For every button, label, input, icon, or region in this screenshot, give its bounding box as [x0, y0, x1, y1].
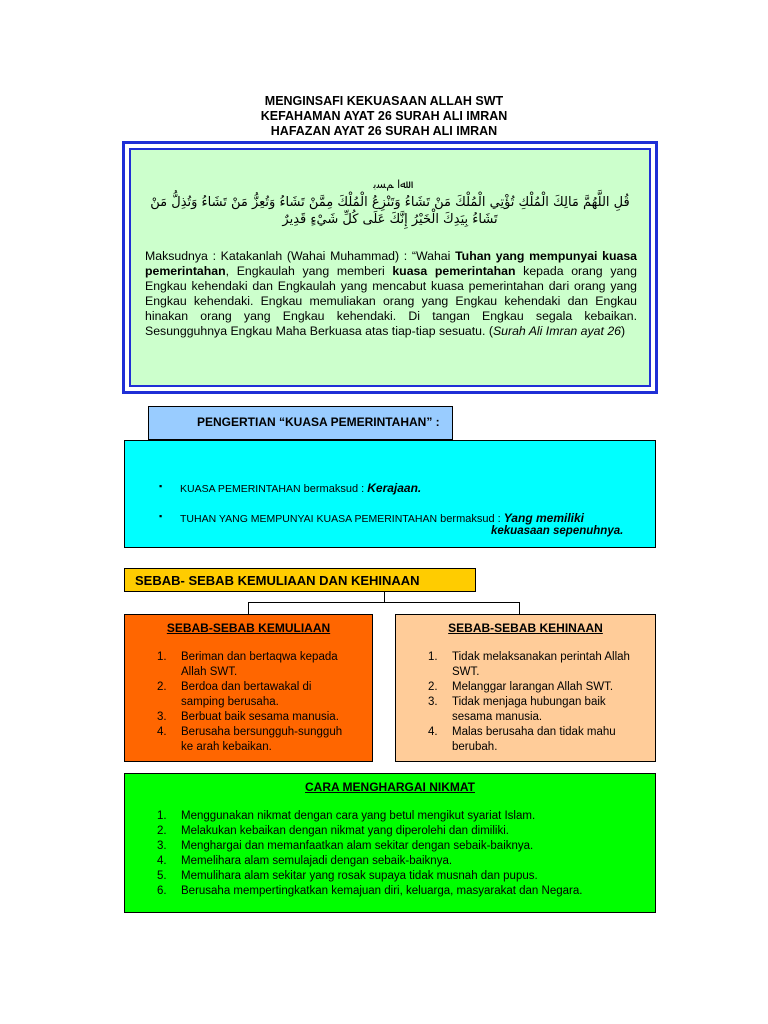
list-num: 1.: [428, 651, 438, 663]
list-num: 2.: [157, 825, 167, 837]
list-text: Berbuat baik sesama manusia.: [181, 711, 339, 723]
definition-value-1: Kerajaan.: [367, 481, 422, 495]
meaning-bold-1: Tuhan yang mempunyai kuasa pemerintahan: [145, 249, 638, 278]
list-num: 3.: [157, 711, 167, 723]
list-text: Tidak menjaga hubungan baik: [452, 696, 606, 708]
list-item: [428, 680, 653, 695]
title-line-3: HAFAZAN AYAT 26 SURAH ALI IMRAN: [270, 124, 498, 138]
list-text: Tidak melaksanakan perintah Allah: [452, 651, 630, 663]
list-text: samping berusaha.: [181, 696, 279, 708]
list-text: Menggunakan nikmat dengan cara yang betul mengikut syariat Islam.: [181, 810, 536, 822]
list-text: Berusaha bersungguh-sungguh: [181, 726, 343, 738]
meaning-mid-1: , Engkaulah yang memberi: [225, 264, 393, 278]
title-line-2: KEFAHAMAN AYAT 26 SURAH ALI IMRAN: [260, 109, 508, 123]
verse-box: [122, 141, 658, 394]
definition-value-2b: kekuasaan sepenuhnya.: [491, 525, 624, 537]
definition-term-2: TUHAN YANG MEMPUNYAI KUASA PEMERINTAHAN: [180, 513, 438, 525]
list-item: [157, 710, 367, 725]
definition-term-1: KUASA PEMERINTAHAN: [180, 483, 301, 495]
connector-horizontal: [248, 602, 520, 603]
list-text: Beriman dan bertaqwa kepada: [181, 651, 338, 663]
list-item: [157, 680, 367, 710]
nikmat-box: [124, 773, 656, 913]
list-text: Berusaha mempertingkatkan kemajuan diri, keluarga, masyarakat dan Negara.: [181, 885, 583, 897]
list-num: 1.: [157, 810, 167, 822]
list-num: 3.: [428, 696, 438, 708]
list-num: 4.: [157, 726, 167, 738]
list-item: [157, 725, 367, 755]
nikmat-heading: CARA MENGHARGAI NIKMAT: [305, 780, 475, 794]
list-num: 5.: [157, 870, 167, 882]
sebab-title: SEBAB- SEBAB KEMULIAAN DAN KEHINAAN: [124, 568, 476, 592]
list-text: Memelihara alam semulajadi dengan sebaik-baiknya.: [181, 855, 453, 867]
list-num: 2.: [157, 681, 167, 693]
list-item: [428, 650, 653, 680]
definition-tab: PENGERTIAN “KUASA PEMERINTAHAN” :: [148, 406, 453, 440]
verse-inner-panel: [129, 148, 651, 387]
list-text: Allah SWT.: [181, 666, 238, 678]
verse-bismillah: ﷲﺍ ﻢﺴﺑ: [373, 178, 407, 191]
list-item: [157, 854, 647, 869]
list-item: [157, 824, 647, 839]
list-item: [428, 695, 653, 725]
verse-meaning: [145, 249, 637, 339]
nikmat-list: [157, 809, 647, 899]
definition-mid-1: bermaksud :: [300, 483, 368, 495]
list-item: [157, 869, 647, 884]
page-title: [0, 94, 768, 139]
list-num: 1.: [157, 651, 167, 663]
list-item: [428, 725, 653, 755]
kehinaan-heading: SEBAB-SEBAB KEHINAAN: [448, 621, 603, 635]
definition-mid-2: bermaksud :: [437, 513, 504, 525]
list-text: Melanggar larangan Allah SWT.: [452, 681, 614, 693]
list-text: Malas berusaha dan tidak mahu: [452, 726, 616, 738]
list-num: 6.: [157, 885, 167, 897]
title-line-1: MENGINSAFI KEKUASAAN ALLAH SWT: [264, 94, 504, 108]
list-text: Menghargai dan memanfaatkan alam sekitar dengan sebaik-baiknya.: [181, 840, 534, 852]
definition-item-2-text: [180, 511, 584, 525]
verse-arabic-text: ﻗُﻞِ ﺍﻟﻠَّﻬُﻢَّ ﻣَﺎﻟِﻚَ ﺍﻟْﻤُﻠْﻚِ ﺗُﺆْﺗِﻲ ﺍﻟْﻤُﻠْﻚَ ﻣَﻦْ ﺗَﺸَﺎﺀُ ﻭَﺗَﻨْﺰِﻉُ ﺍﻟْﻤُﻠْﻚَ ﻣِﻤَّﻦْ ﺗَﺸَﺎﺀُ ﻭَﺗُﻌِﺰُّ ﻣَﻦْ ﺗَﺸَﺎﺀُ ﻭَﺗُﺬِﻝُّ ﻣَﻦْ ﺗَﺸَﺎﺀُ ﺑِﻴَﺪِﻙَ ﺍﻟْﺨَﻴْﺮُ ﺇِﻧَّﻚَ ﻋَﻠَﻰ ﻛُﻞِّ ﺷَﻲْﺀٍ ﻗَﺪِﻳﺮٌ: [150, 195, 630, 227]
list-item: [157, 884, 647, 899]
list-item: [157, 839, 647, 854]
connector-left: [248, 602, 249, 614]
kemuliaan-box: [124, 614, 373, 762]
list-num: 4.: [157, 855, 167, 867]
list-num: 4.: [428, 726, 438, 738]
connector-right: [519, 602, 520, 614]
meaning-close: ): [621, 324, 626, 338]
definition-value-2a: Yang memiliki: [503, 511, 584, 525]
list-num: 2.: [428, 681, 438, 693]
kemuliaan-list: [157, 650, 367, 755]
list-text: berubah.: [452, 741, 498, 753]
bullet-icon: ▪: [159, 481, 163, 491]
list-text: ke arah kebaikan.: [181, 741, 272, 753]
list-item: [157, 650, 367, 680]
kehinaan-list: [428, 650, 653, 755]
list-text: sesama manusia.: [452, 711, 543, 723]
list-text: Memulihara alam sekitar yang rosak supaya tidak musnah dan pupus.: [181, 870, 538, 882]
definition-box: [124, 440, 656, 548]
meaning-bold-2: kuasa pemerintahan: [392, 264, 516, 278]
kehinaan-box: [395, 614, 656, 762]
bullet-icon: ▪: [159, 511, 163, 521]
list-item: [157, 809, 647, 824]
list-num: 3.: [157, 840, 167, 852]
list-text: Berdoa dan bertawakal di: [181, 681, 312, 693]
kemuliaan-heading: SEBAB-SEBAB KEMULIAAN: [166, 621, 331, 635]
meaning-prefix: Maksudnya : Katakanlah (Wahai Muhammad) : “Wahai: [145, 249, 456, 263]
meaning-rest: kepada orang yang Engkau kehendaki dan Engkaulah yang mencabut kuasa pemerintahan dari orang yang Engkau kehendaki. Engkau memuliakan orang yang Engkau kehendaki dan Engkau hinakan orang yang Engkau kehendaki. Di tangan Engkau segala kebaikan. Sesungguhnya Engkau Maha Berkuasa atas tiap-tiap sesuatu. (: [145, 264, 637, 338]
list-text: SWT.: [452, 666, 480, 678]
meaning-reference: Surah Ali Imran ayat 26: [492, 324, 621, 338]
list-text: Melakukan kebaikan dengan nikmat yang diperolehi dan dimiliki.: [181, 825, 509, 837]
definition-item-1-text: [180, 481, 421, 495]
